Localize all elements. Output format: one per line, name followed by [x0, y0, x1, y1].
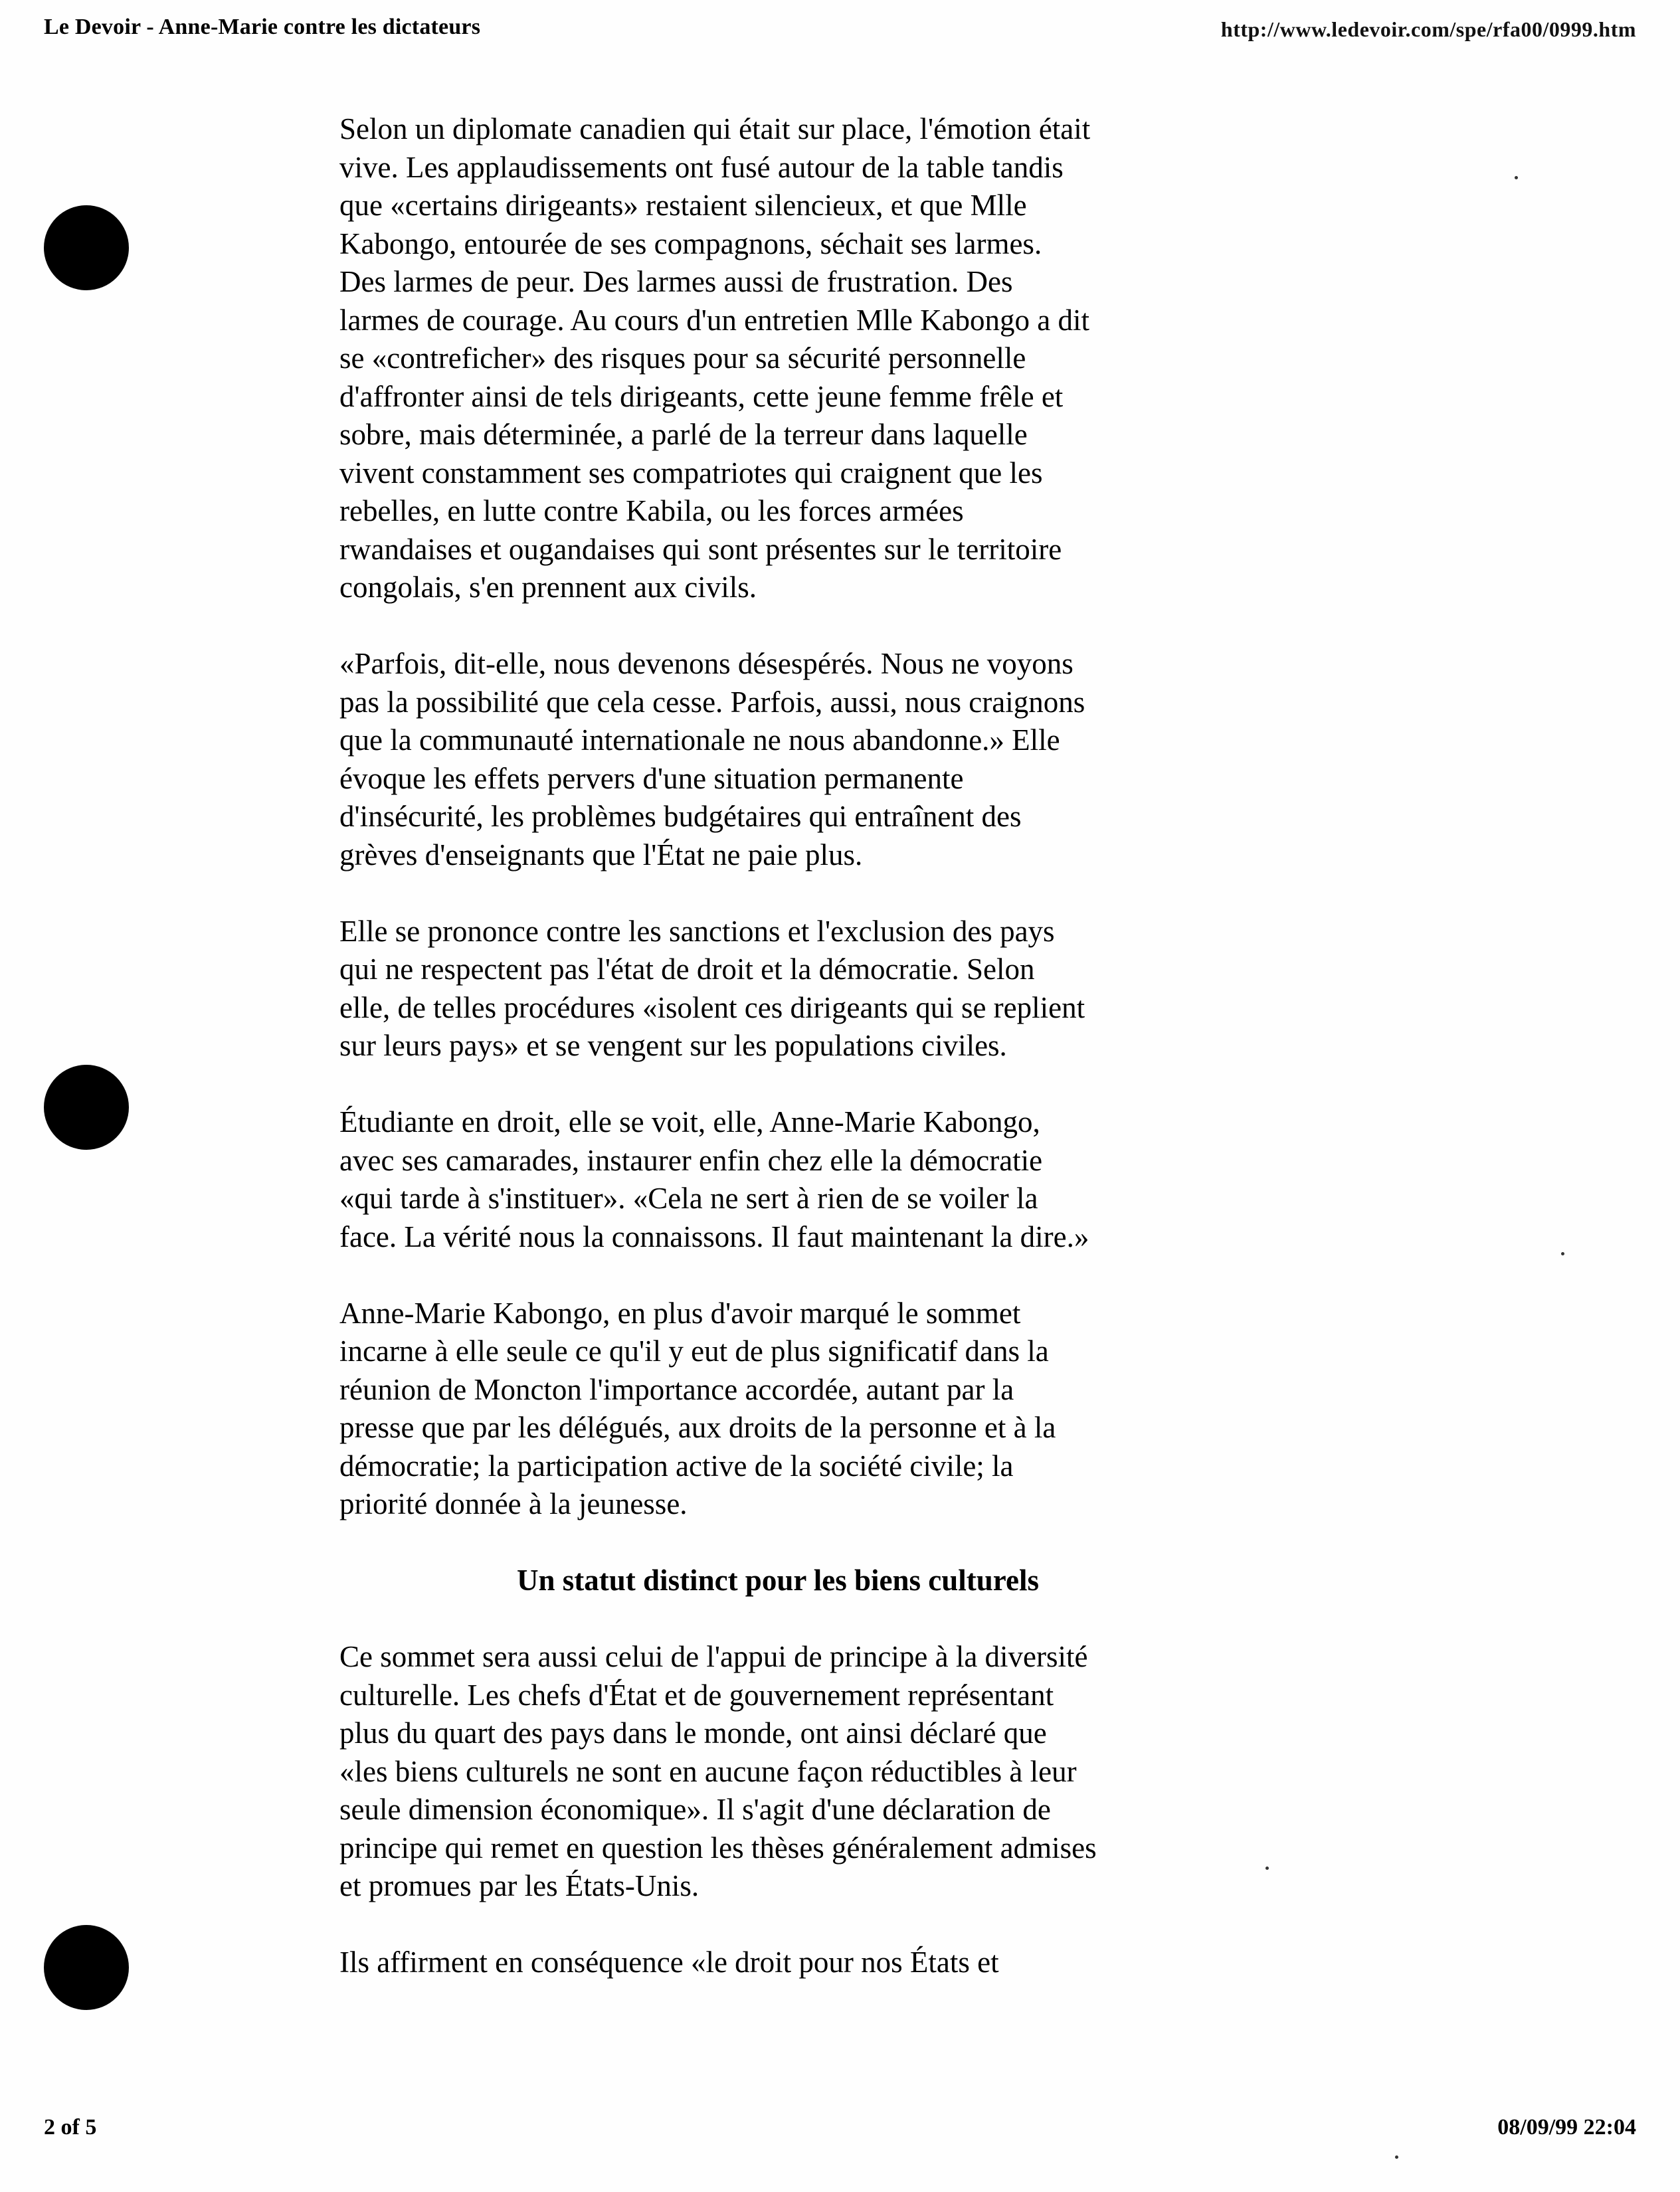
header-title: Le Devoir - Anne-Marie contre les dictateurs: [44, 15, 481, 39]
article-paragraph: Selon un diplomate canadien qui était sur place, l'émotion était vive. Les applaudissements ont fusé autour de la table tandis que «certains dirigeants» restaient silencieux, et que Mlle Kabongo, entourée de ses compagnons, séchait ses larmes. Des larmes de peur. Des larmes aussi de frustration. Des larmes de courage. Au cours d'un entretien Mlle Kabongo a dit se «contreficher» des risques pour sa sécurité personnelle d'affronter ainsi de tels dirigeants, cette jeune femme frêle et sobre, mais déterminée, a parlé de la terreur dans laquelle vivent constamment ses compatriotes qui craignent que les rebelles, en lutte contre Kabila, ou les forces armées rwandaises et ougandaises qui sont présentes sur le territoire congolais, s'en prennent aux civils.: [339, 112, 1091, 604]
scan-speck: [1265, 1867, 1269, 1870]
article-paragraph: Ils affirment en conséquence «le droit pour nos États et: [339, 1946, 999, 1979]
article-paragraph: Ce sommet sera aussi celui de l'appui de principe à la diversité culturelle. Les chefs d'État et de gouvernement représentant plus du quart des pays dans le monde, ont ainsi déclaré que «les biens culturels ne sont en aucune façon réductibles à leur seule dimension économique». Il s'agit d'une déclaration de principe qui remet en question les thèses généralement admises et promues par les États-Unis.: [339, 1640, 1097, 1902]
punch-hole: [44, 205, 129, 290]
punch-hole: [44, 1065, 129, 1150]
article-paragraph: Elle se prononce contre les sanctions et l'exclusion des pays qui ne respectent pas l'état de droit et la démocratie. Selon elle, de telles procédures «isolent ces dirigeants qui se replient sur leurs pays» et se vengent sur les populations civiles.: [339, 914, 1085, 1062]
article-body: [339, 110, 1216, 2020]
scan-speck: [1515, 176, 1518, 179]
header-url: http://www.ledevoir.com/spe/rfa00/0999.htm: [1220, 17, 1636, 41]
article-paragraph: Étudiante en droit, elle se voit, elle, Anne-Marie Kabongo, avec ses camarades, instaurer enfin chez elle la démocratie «qui tarde à s'instituer». «Cela ne sert à rien de se voiler la face. La vérité nous la connaissons. Il faut maintenant la dire.»: [339, 1105, 1089, 1253]
page-number: 2 of 5: [44, 2115, 97, 2140]
scan-speck: [1561, 1252, 1564, 1255]
punch-hole: [44, 1925, 129, 2010]
article-paragraph: «Parfois, dit-elle, nous devenons désespérés. Nous ne voyons pas la possibilité que cela cesse. Parfois, aussi, nous craignons que la communauté internationale ne nous abandonne.» Elle évoque les effets pervers d'une situation permanente d'insécurité, les problèmes budgétaires qui entraînent des grèves d'enseignants que l'État ne paie plus.: [339, 647, 1085, 871]
article-paragraph: Anne-Marie Kabongo, en plus d'avoir marqué le sommet incarne à elle seule ce qu'il y eut de plus significatif dans la réunion de Moncton l'importance accordée, autant par la presse que par les délégués, aux droits de la personne et à la démocratie; la participation active de la société civile; la priorité donnée à la jeunesse.: [339, 1296, 1056, 1520]
scan-speck: [1395, 2155, 1398, 2159]
print-datetime: 08/09/99 22:04: [1497, 2115, 1636, 2140]
section-subheading: Un statut distinct pour les biens culturels: [517, 1564, 1039, 1597]
